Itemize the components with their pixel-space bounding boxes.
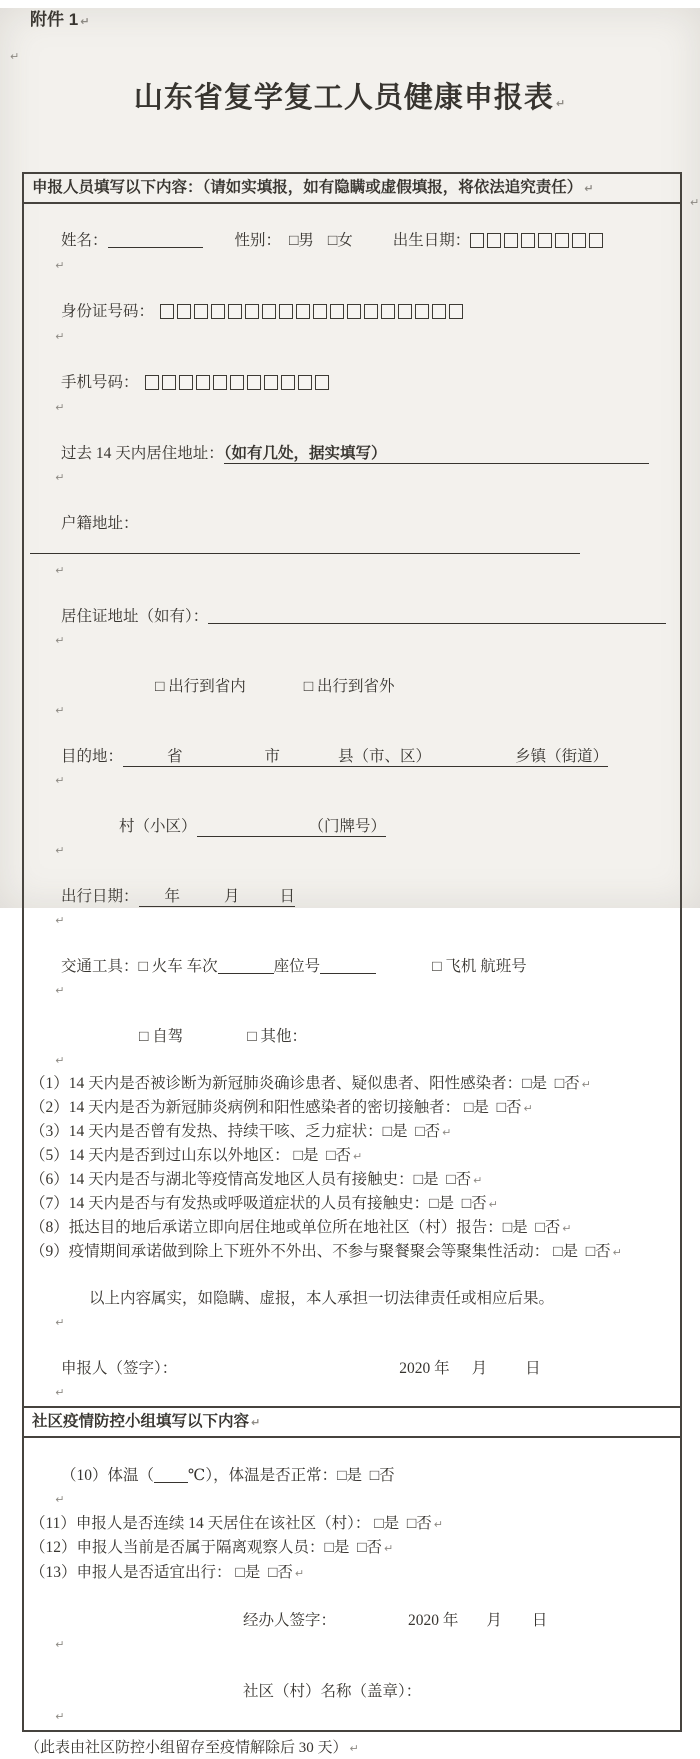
destination-province-blank (123, 759, 167, 761)
checkbox-travel-in-province: □ 出行到省内 (155, 678, 246, 695)
return-mark: ↵ (55, 774, 65, 787)
operator-year: 2020 年 (408, 1611, 459, 1629)
blank-box (296, 304, 310, 319)
trip-date-label: 出行日期： (61, 888, 139, 905)
checkbox-train: □ 火车 车次 (138, 958, 218, 975)
blank-box (381, 304, 395, 319)
sign-year: 2020 年 (399, 1360, 450, 1377)
blank-box (177, 304, 191, 319)
phone-number-label: 手机号码： (61, 374, 139, 391)
question-8: （8）抵达目的地后承诺立即向居住地或单位所在地社区（村）报告：□是 □否 ↵ (30, 1219, 572, 1236)
blank-box (279, 304, 293, 319)
return-mark: ↵ (55, 704, 65, 717)
destination-town-blank (431, 759, 515, 761)
blank-box (264, 375, 278, 390)
row-trip-date (30, 862, 674, 932)
return-mark: ↵ (55, 1493, 65, 1506)
return-mark: ↵ (55, 1709, 65, 1723)
name-blank-field (108, 234, 203, 248)
blank-box (364, 304, 378, 319)
destination-label: 目的地： (61, 748, 124, 765)
return-mark: ↵ (55, 1386, 65, 1399)
return-mark: ↵ (55, 330, 65, 343)
blank-box (449, 304, 463, 319)
question-5: （5）14 天内是否到过山东以外地区： □是 □否 ↵ (30, 1147, 363, 1164)
row-id-number (30, 277, 674, 348)
declarant-signature-label: 申报人（签字）： (61, 1360, 178, 1377)
trip-year-label: 年 (164, 888, 181, 905)
row-operator-signature (30, 1585, 674, 1657)
destination-county-blank (280, 759, 338, 761)
destination-village-label: 村（小区） (119, 818, 197, 835)
blank-box (179, 375, 193, 390)
row-transport-2 (30, 1002, 674, 1072)
return-mark: ↵ (383, 1542, 394, 1555)
blank-box (589, 233, 603, 248)
blank-box (145, 375, 159, 390)
row-destination-village (30, 792, 674, 862)
blank-box (415, 304, 429, 319)
question-11: （11）申报人是否连续 14 天居住在该社区（村）： □是 □否 ↵ (30, 1514, 443, 1532)
blank-box (487, 233, 501, 248)
blank-box (555, 233, 569, 248)
destination-county-label: 县（市、区） (338, 748, 432, 765)
return-mark: ↵ (523, 1102, 533, 1115)
blank-box (262, 304, 276, 319)
declaration-text: 以上内容属实，如隐瞒、虚报，本人承担一切法律责任或相应后果。 (89, 1290, 555, 1307)
checkbox-other-transport: □ 其他： (247, 1028, 307, 1045)
return-mark: ↵ (555, 97, 567, 110)
section1-body (24, 204, 680, 1406)
question-3: （3）14 天内是否曾有发热、持续干咳、乏力症状：□是 □否 ↵ (30, 1123, 452, 1140)
trip-month-blank (180, 899, 224, 901)
question-9: （9）疫情期间承诺做到除上下班外不外出、不参与聚餐聚会等聚集性活动： □是 □否 ↵ (30, 1243, 622, 1260)
section2-header: 社区疫情防控小组填写以下内容 ↵ (24, 1406, 680, 1438)
row-phone-number (30, 348, 674, 419)
return-mark: ↵ (55, 1316, 65, 1329)
checkbox-plane: □ 飞机 航班号 (432, 958, 527, 975)
phone-number-boxes (145, 372, 332, 395)
trip-day-blank (240, 899, 280, 901)
seat-number-label: 座位号 (273, 958, 321, 975)
return-mark: ↵ (55, 1054, 65, 1067)
name-label: 姓名： (61, 232, 108, 249)
return-mark: ↵ (352, 1150, 363, 1163)
section2-body (24, 1438, 680, 1730)
trip-month-label: 月 (224, 888, 240, 905)
blank-box (245, 304, 259, 319)
destination-city-label: 市 (264, 748, 281, 765)
row-destination (30, 722, 674, 792)
blank-box (228, 304, 242, 319)
destination-town-label: 乡镇（街道） (515, 748, 609, 765)
temperature-blank-field (154, 1469, 188, 1483)
blank-box (196, 375, 210, 390)
address-14d-hint: （如有几处，据实填写） (223, 445, 387, 462)
id-number-label: 身份证号码： (61, 303, 155, 320)
household-address-blank-field (30, 540, 580, 554)
question-1: （1）14 天内是否被诊断为新冠肺炎确诊患者、疑似患者、阳性感染者：□是 □否 ↵ (30, 1075, 591, 1092)
return-mark: ↵ (690, 196, 700, 209)
blank-box (538, 233, 552, 248)
empty-paragraph (8, 46, 700, 66)
return-mark: ↵ (55, 634, 65, 647)
row-residence-permit-address (30, 582, 674, 652)
return-mark: ↵ (55, 1638, 65, 1651)
return-mark: ↵ (55, 914, 65, 927)
return-mark: ↵ (581, 1078, 591, 1091)
blank-box (504, 233, 518, 248)
trip-day-label: 日 (279, 888, 296, 905)
return-mark: ↵ (55, 564, 65, 577)
train-number-blank (218, 960, 274, 974)
blank-box (281, 375, 295, 390)
transport-label: 交通工具： (61, 958, 139, 975)
document-page (0, 8, 700, 1756)
return-mark: ↵ (433, 1517, 443, 1531)
seat-number-blank (320, 960, 376, 974)
question-10-temperature (30, 1440, 674, 1512)
destination-house-no-label: （门牌号） (308, 818, 387, 835)
question-7: （7）14 天内是否与有发热或呼吸道症状的人员有接触史：□是 □否 ↵ (30, 1195, 498, 1212)
row-address-14d (30, 419, 674, 489)
birth-date-boxes (470, 230, 606, 253)
return-mark: ↵ (55, 984, 65, 997)
operator-day: 日 (531, 1611, 548, 1629)
household-address-label: 户籍地址： (61, 515, 139, 532)
blank-box (160, 304, 174, 319)
return-mark: ↵ (612, 1246, 622, 1259)
trip-year-blank (139, 899, 165, 901)
blank-box (230, 375, 244, 390)
section1-header: 申报人员填写以下内容：（请如实填报，如有隐瞒或虚假填报，将依法追究责任） ↵ (24, 174, 680, 204)
blank-box (162, 375, 176, 390)
blank-box (432, 304, 446, 319)
sign-month: 月 (471, 1360, 488, 1377)
row-travel-scope (30, 652, 674, 722)
blank-box (470, 233, 484, 248)
blank-box (213, 375, 227, 390)
address-14d-blank-field (387, 456, 649, 458)
declaration-line (30, 1264, 674, 1334)
id-number-boxes (160, 301, 466, 324)
blank-box (521, 233, 535, 248)
checkbox-self-drive: □ 自驾 (139, 1028, 184, 1045)
question-6: （6）14 天内是否与湖北等疫情高发地区人员有接触史：□是 □否 ↵ (30, 1171, 483, 1188)
form-title: 山东省复学复工人员健康申报表 ↵ (133, 82, 567, 114)
checkbox-male: □男 (289, 232, 314, 249)
checkbox-female: □女 (327, 232, 353, 249)
blank-box (315, 375, 329, 390)
return-mark: ↵ (55, 259, 65, 272)
blank-box (398, 304, 412, 319)
return-mark: ↵ (10, 50, 20, 63)
row-declarant-signature (30, 1334, 674, 1404)
row-community-seal (30, 1657, 674, 1729)
blank-box (347, 304, 361, 319)
blank-box (247, 375, 261, 390)
address-14d-label: 过去 14 天内居住地址： (61, 445, 224, 462)
return-mark: ↵ (55, 471, 65, 484)
residence-permit-blank-field (208, 610, 666, 624)
sign-day: 日 (525, 1360, 541, 1377)
row-name-gender-birth (30, 206, 674, 277)
return-mark: ↵ (251, 1416, 261, 1429)
destination-city-blank (183, 759, 265, 761)
return-mark: ↵ (80, 15, 90, 28)
gender-label: 性别： (234, 232, 282, 249)
question-2: （2）14 天内是否为新冠肺炎病例和阳性感染者的密切接触者： □是 □否 ↵ (30, 1099, 533, 1116)
return-mark: ↵ (294, 1566, 305, 1580)
destination-village-blank (197, 829, 309, 831)
destination-province-label: 省 (167, 748, 183, 765)
health-declaration-table (22, 172, 682, 1732)
return-mark: ↵ (442, 1126, 452, 1139)
footer-note: （此表由社区防控小组留存至疫情解除后 30 天） ↵ (25, 1740, 359, 1756)
operator-signature-label: 经办人签字： (243, 1611, 337, 1629)
attachment-label: 附件 1 ↵ (30, 10, 90, 29)
return-mark: ↵ (349, 1742, 359, 1755)
blank-box (572, 233, 586, 248)
question-13: （13）申报人是否适宜出行： □是 □否 ↵ (30, 1563, 305, 1581)
row-household-address (30, 489, 674, 582)
residence-permit-label: 居住证地址（如有）： (61, 608, 209, 625)
return-mark: ↵ (55, 401, 65, 414)
blank-box (330, 304, 344, 319)
temperature-question: ℃），体温是否正常：□是 □否 (188, 1466, 395, 1484)
birth-date-label: 出生日期： (392, 232, 471, 249)
question-12: （12）申报人当前是否属于隔离观察人员：□是 □否 ↵ (30, 1539, 394, 1556)
blank-box (211, 304, 225, 319)
return-mark: ↵ (55, 844, 65, 857)
temperature-label: （10）体温（ (61, 1466, 155, 1484)
operator-month: 月 (486, 1611, 502, 1629)
blank-box (298, 375, 312, 390)
return-mark: ↵ (584, 182, 594, 195)
blank-box (313, 304, 327, 319)
row-transport (30, 932, 674, 1002)
return-mark: ↵ (473, 1174, 483, 1187)
return-mark: ↵ (488, 1198, 498, 1211)
blank-box (194, 304, 208, 319)
return-mark: ↵ (562, 1222, 572, 1235)
checkbox-travel-out-province: □ 出行到省外 (303, 678, 395, 695)
community-seal-label: 社区（村）名称（盖章）： (243, 1683, 422, 1700)
